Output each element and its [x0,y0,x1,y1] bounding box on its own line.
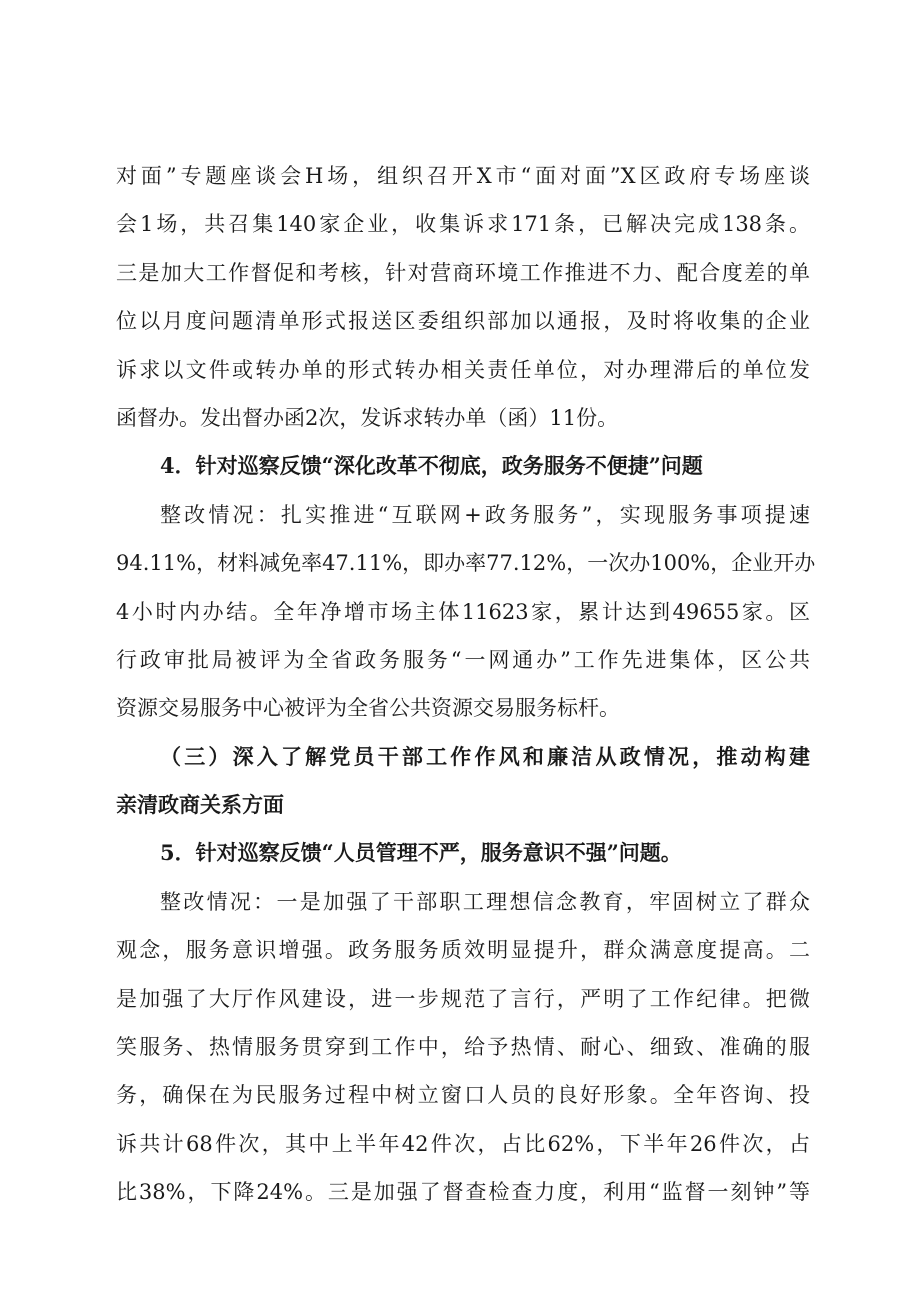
text-line: 函督办。发出督办函2次，发诉求转办单（函）11份。 [116,405,619,430]
text-line: 94.11%，材料减免率47.11%，即办率77.12%，一次办100%，企业开办 [116,551,816,576]
text-line: 整改情况：扎实推进“互联网+政务服务”，实现服务事项提速 [160,502,810,527]
section-heading: 4．针对巡察反馈“深化改革不彻底，政务服务不便捷”问题 [160,453,703,479]
text-line: 诉共计68件次，其中上半年42件次，占比62%，下半年26件次，占 [116,1131,810,1156]
text-line: 位以月度问题清单形式报送区委组织部加以通报，及时将收集的企业 [116,309,810,334]
text-line: 比38%，下降24%。三是加强了督查检查力度，利用“监督一刻钟”等 [116,1180,810,1205]
text-line: 笑服务、热情服务贯穿到工作中，给予热情、耐心、细致、准确的服 [116,1035,810,1060]
text-line: 务，确保在为民服务过程中树立窗口人员的良好形象。全年咨询、投 [116,1083,810,1108]
text-line: 观念，服务意识增强。政务服务质效明显提升，群众满意度提高。二 [116,938,810,963]
document-body [116,152,816,1217]
text-line: 对面”专题座谈会H场，组织召开X市“面对面”X区政府专场座谈 [116,164,810,188]
text-line: 诉求以文件或转办单的形式转办相关责任单位，对办理滞后的单位发 [116,357,810,382]
text-line: 三是加大工作督促和考核，针对营商环境工作推进不力、配合度差的单 [116,260,810,285]
text-line: 会1场，共召集140家企业，收集诉求171条，已解决完成138条。 [116,212,810,237]
subsection-heading: 亲清政商关系方面 [116,792,284,818]
subsection-heading: （三）深入了解党员干部工作作风和廉洁从政情况，推动构建 [160,743,810,769]
text-line: 整改情况：一是加强了干部职工理想信念教育，牢固树立了群众 [160,889,810,914]
section-heading: 5．针对巡察反馈“人员管理不严，服务意识不强”问题。 [160,840,682,866]
text-line: 是加强了大厅作风建设，进一步规范了言行，严明了工作纪律。把微 [116,986,810,1011]
text-line: 行政审批局被评为全省政务服务“一网通办”工作先进集体，区公共 [116,647,810,672]
text-line: 资源交易服务中心被评为全省公共资源交易服务标杆。 [116,696,620,721]
text-line: 4小时内办结。全年净增市场主体11623家，累计达到49655家。区 [116,599,810,624]
